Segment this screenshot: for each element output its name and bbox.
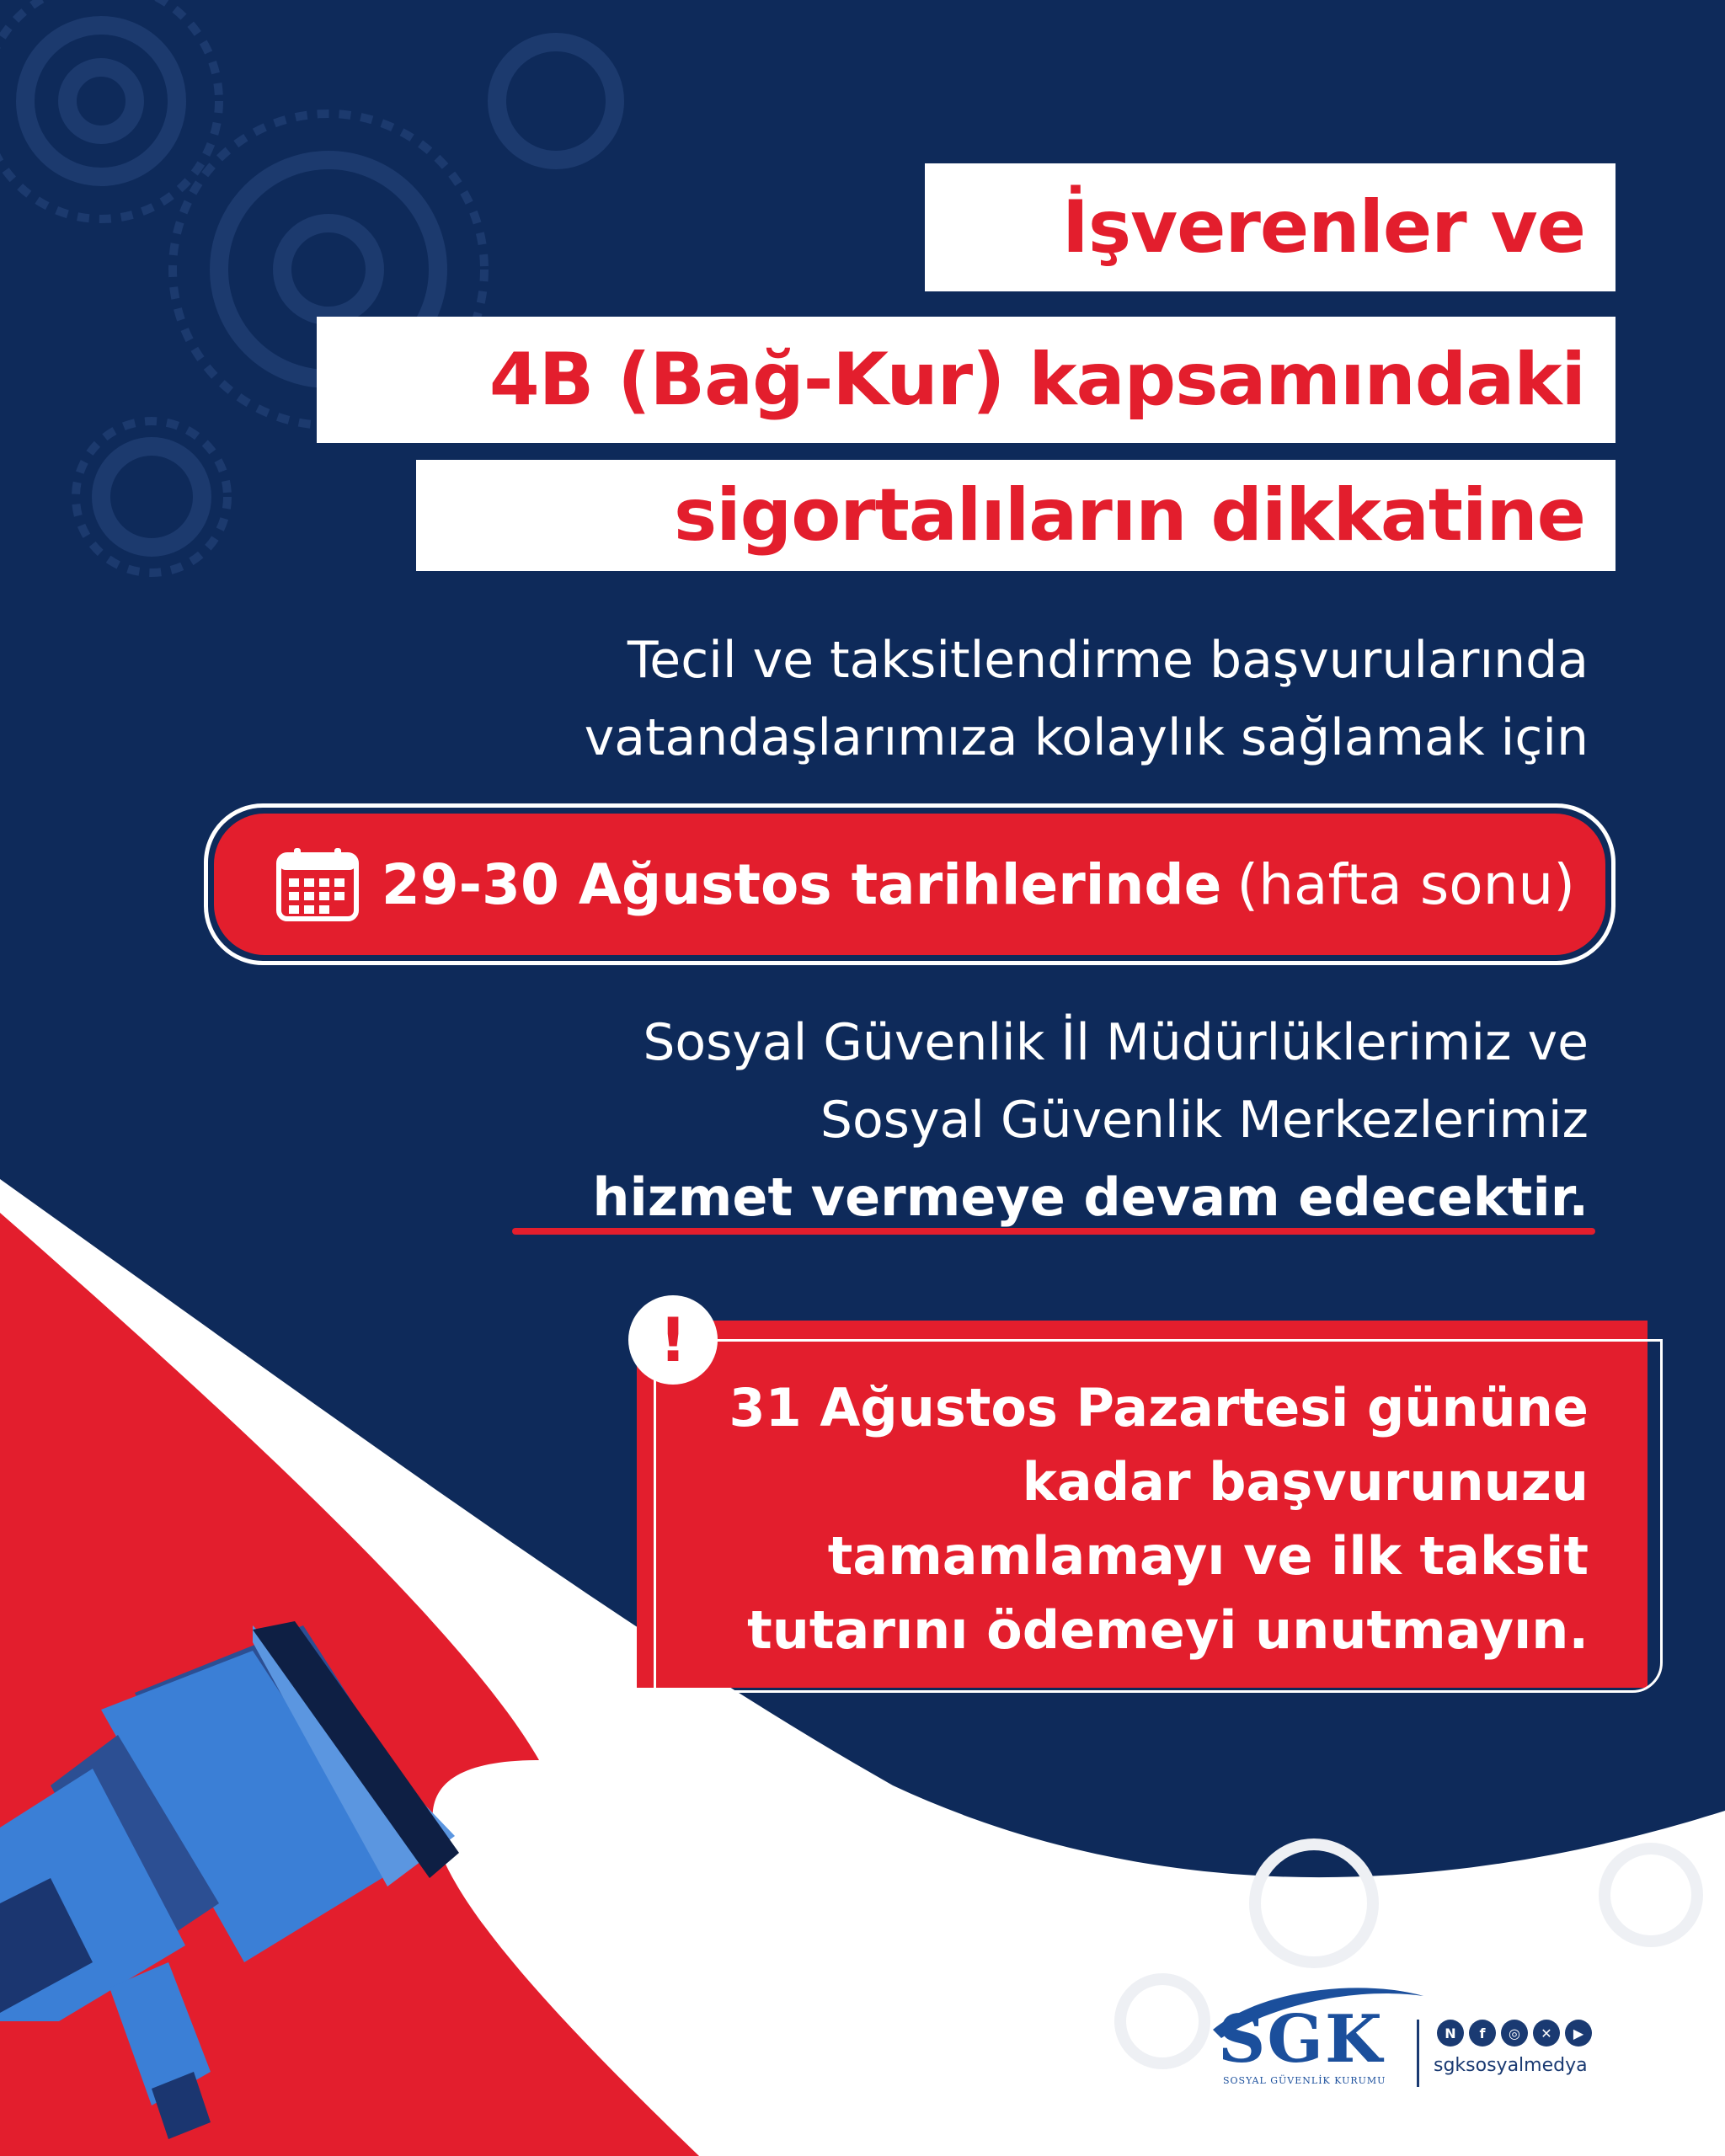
warning-text (729, 1371, 1589, 1668)
social-icons (1437, 2020, 1592, 2047)
title-line-2-text: 4B (Bağ-Kur) kapsamındaki (489, 338, 1585, 422)
intro-line: vatandaşlarımıza kolaylık sağlamak için (584, 708, 1589, 767)
logo-divider (1417, 2020, 1419, 2087)
instagram-icon[interactable]: ◎ (1501, 2020, 1528, 2047)
warning-line: kadar başvurunuzu (1022, 1451, 1589, 1513)
title-line-3 (416, 460, 1616, 571)
warning-symbol: ! (659, 1305, 687, 1375)
service-line: Sosyal Güvenlik İl Müdürlüklerimiz ve (643, 1013, 1589, 1072)
warning-line: tutarını ödemeyi unutmayın. (747, 1599, 1589, 1661)
service-line: Sosyal Güvenlik Merkezlerimiz (820, 1091, 1589, 1150)
service-emphasis: hizmet vermeye devam edecektir. (592, 1166, 1589, 1228)
title-line-2 (317, 317, 1616, 443)
title-line-1-text: İşverenler ve (1061, 185, 1585, 270)
title-line-3-text: sigortalıların dikkatine (674, 473, 1585, 558)
facebook-icon[interactable]: f (1469, 2020, 1496, 2047)
youtube-icon[interactable]: ▶ (1565, 2020, 1592, 2047)
intro-text (585, 622, 1589, 776)
date-text: 29-30 Ağustos tarihlerinde (381, 851, 1222, 917)
social-handle[interactable]: sgksosyalmedya (1434, 2055, 1588, 2076)
sgk-logo-subtitle: SOSYAL GÜVENLİK KURUMU (1223, 2075, 1386, 2086)
warning-line: 31 Ağustos Pazartesi gününe (729, 1377, 1589, 1438)
emphasis-underline (512, 1228, 1595, 1235)
title-line-1 (925, 163, 1616, 291)
warning-line: tamamlamayı ve ilk taksit (827, 1525, 1589, 1587)
sgk-logo: SGK (1218, 2001, 1384, 2078)
nsosyal-icon[interactable]: N (1437, 2020, 1464, 2047)
intro-line: Tecil ve taksitlendirme başvurularında (627, 631, 1589, 690)
service-text (592, 1004, 1589, 1236)
date-pill (214, 814, 1605, 955)
exclamation-icon (628, 1295, 718, 1385)
x-icon[interactable]: ✕ (1533, 2020, 1560, 2047)
date-note: (hafta sonu) (1236, 851, 1575, 917)
calendar-icon (275, 846, 360, 922)
